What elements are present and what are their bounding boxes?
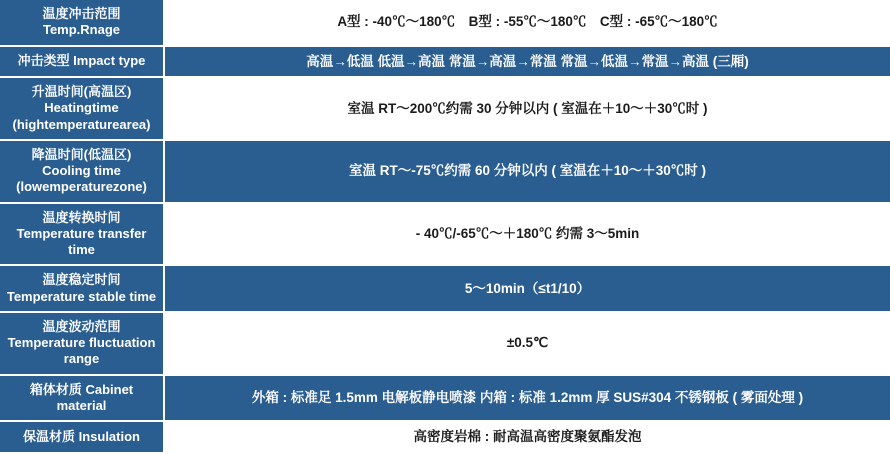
row-value: A型 : -40℃～180℃ B型 : -55℃～180℃ C型 : -65℃～180℃ bbox=[164, 0, 890, 46]
row-label-en: Temperature stable time bbox=[6, 288, 157, 304]
row-label-en: Temperature transfer time bbox=[16, 225, 147, 258]
row-label-cn: 温度转换时间 bbox=[42, 209, 121, 225]
row-label-cn: 温度稳定时间 bbox=[42, 272, 121, 288]
row-label-cn: 保温材质 Insulation bbox=[22, 428, 140, 444]
table-row bbox=[0, 375, 890, 422]
row-label-cn: 冲击类型 Impact type bbox=[17, 53, 146, 69]
row-label bbox=[0, 421, 164, 453]
row-value: 外箱 : 标准足 1.5mm 电解板静电喷漆 内箱 : 标准 1.2mm 厚 SUS#304 不锈钢板 ( 雾面处理 ) bbox=[164, 375, 890, 422]
row-label-cn: 箱体材质 Cabinet material bbox=[29, 381, 134, 413]
row-value: 室温 RT～-75℃约需 60 分钟以内 ( 室温在＋10～＋30℃时 ) bbox=[164, 140, 890, 203]
row-label-cn: 温度冲击范围 bbox=[42, 6, 121, 21]
row-label-en: Temp.Rnage bbox=[42, 22, 121, 38]
table-row bbox=[0, 0, 890, 46]
table-row bbox=[0, 77, 890, 140]
row-value: 室温 RT～200℃约需 30 分钟以内 ( 室温在＋10～＋30℃时 ) bbox=[164, 77, 890, 140]
row-label bbox=[0, 312, 164, 375]
row-label bbox=[0, 77, 164, 140]
row-label bbox=[0, 265, 164, 312]
row-label-en: Cooling time (lowemperaturezone) bbox=[16, 163, 147, 195]
row-label bbox=[0, 140, 164, 203]
row-label-en: Heatingtime (hightemperaturearea) bbox=[12, 100, 151, 132]
row-label bbox=[0, 203, 164, 266]
row-value: ±0.5℃ bbox=[164, 312, 890, 375]
row-label bbox=[0, 0, 164, 46]
table-row bbox=[0, 46, 890, 78]
row-value: - 40℃/-65℃～＋180℃ 约需 3～5min bbox=[164, 203, 890, 266]
row-label bbox=[0, 375, 164, 422]
row-label-cn: 温度波动范围 bbox=[42, 318, 121, 334]
table-row bbox=[0, 265, 890, 312]
row-label bbox=[0, 46, 164, 78]
row-label-cn: 升温时间(高温区) bbox=[31, 84, 132, 100]
row-label-cn: 降温时间(低温区) bbox=[31, 146, 132, 162]
table-row bbox=[0, 312, 890, 375]
table-row bbox=[0, 421, 890, 453]
row-value: 高温→低温 低温→高温 常温→高温→常温 常温→低温→常温→高温 (三厢) bbox=[164, 46, 890, 78]
table-row bbox=[0, 140, 890, 203]
row-value: 5～10min（≤t1/10） bbox=[164, 265, 890, 312]
row-value: 高密度岩棉 : 耐高温高密度聚氨酯发泡 bbox=[164, 421, 890, 453]
row-label-en: Temperature fluctuation range bbox=[7, 335, 156, 367]
table-row bbox=[0, 203, 890, 266]
